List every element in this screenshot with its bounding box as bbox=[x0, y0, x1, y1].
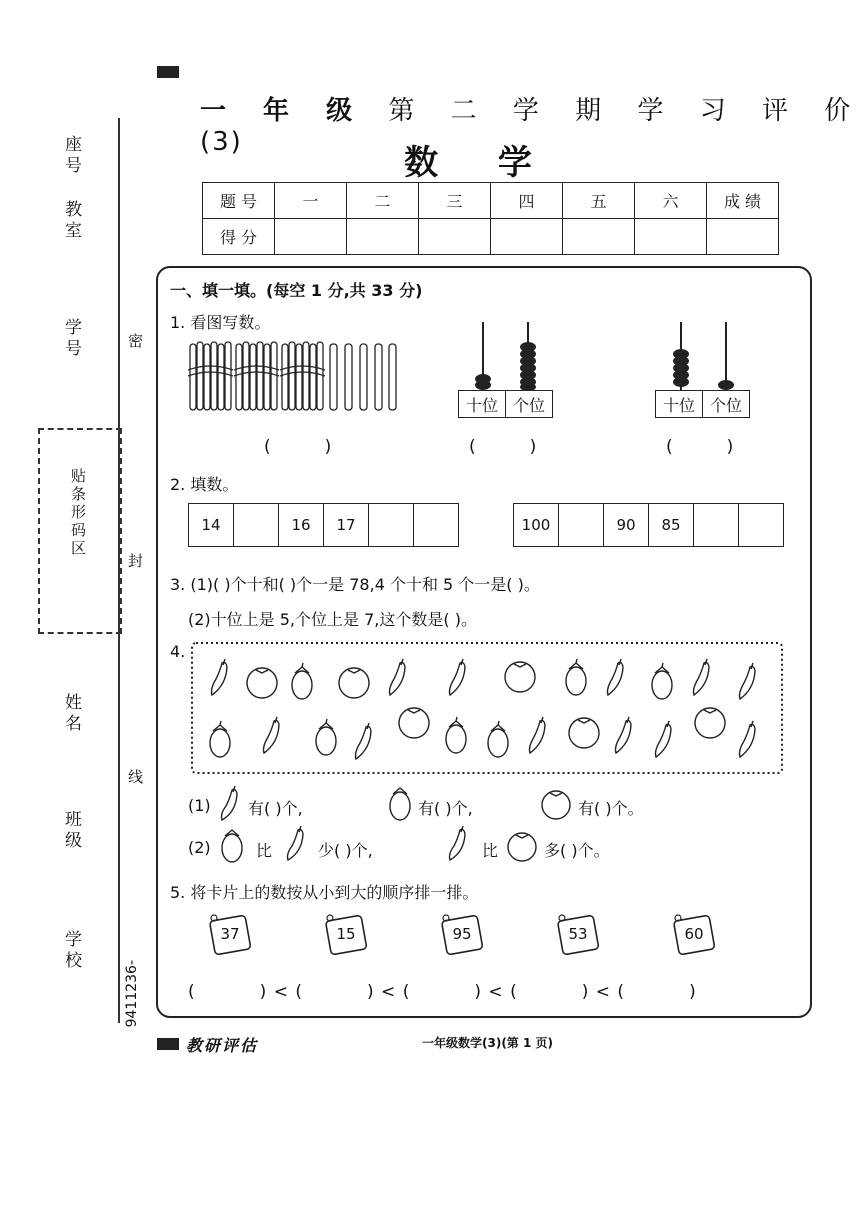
bundle-icon bbox=[188, 342, 233, 410]
tomato-icon bbox=[505, 662, 535, 692]
score-cell: 一 bbox=[275, 183, 347, 219]
number-card bbox=[440, 912, 484, 956]
seq-blank-cell[interactable] bbox=[739, 504, 783, 546]
eggplant-icon bbox=[652, 663, 672, 699]
eggplant-icon bbox=[292, 663, 312, 699]
tomato-icon bbox=[247, 668, 277, 698]
seq-blank-cell[interactable] bbox=[559, 504, 604, 546]
pepper-icon bbox=[390, 659, 406, 695]
score-cell: 二 bbox=[347, 183, 419, 219]
eggplant-icon bbox=[566, 659, 586, 695]
ones-label: 个位 bbox=[512, 395, 545, 415]
seq-blank-cell[interactable] bbox=[234, 504, 279, 546]
section-heading: 一、填一填。(每空 1 分,共 33 分) bbox=[170, 281, 423, 300]
order-answer-line[interactable]: ( ) < ( ) < ( ) < ( ) < ( ) bbox=[188, 982, 697, 1002]
question-3-2: (2)十位上是 5,个位上是 7,这个数是( )。 bbox=[188, 610, 477, 629]
number-card bbox=[556, 912, 600, 956]
seq-cell: 16 bbox=[279, 504, 324, 546]
student-id-label: 学号 bbox=[61, 318, 81, 360]
place-value-box bbox=[655, 390, 750, 418]
name-label: 姓名 bbox=[61, 693, 81, 735]
page-number: 一年级数学(3)(第 1 页) bbox=[422, 1036, 553, 1050]
seal-char: 密 bbox=[128, 332, 144, 350]
score-input-cell[interactable] bbox=[275, 219, 347, 255]
number-card bbox=[208, 912, 252, 956]
q4-2-number: (2) bbox=[188, 838, 211, 857]
eggplant-icon bbox=[210, 721, 230, 757]
q4-2-more-blank[interactable]: 多( )个。 bbox=[544, 841, 610, 860]
pepper-icon bbox=[356, 723, 372, 759]
serial-number: 9411236- bbox=[124, 960, 140, 1028]
score-cell: 三 bbox=[419, 183, 491, 219]
abacus-icon bbox=[653, 320, 753, 392]
pepper-icon bbox=[264, 717, 280, 753]
tens-label: 十位 bbox=[656, 391, 703, 417]
card-value: 95 bbox=[452, 925, 472, 943]
score-cell: 成 绩 bbox=[707, 183, 779, 219]
eggplant-icon bbox=[316, 719, 336, 755]
eggplant-icon bbox=[388, 784, 414, 822]
score-input-cell[interactable] bbox=[491, 219, 563, 255]
question-3-1: 3. (1)( )个十和( )个一是 78,4 个十和 5 个一是( )。 bbox=[170, 575, 540, 594]
pepper-icon bbox=[608, 659, 624, 695]
score-cell: 题 号 bbox=[203, 183, 275, 219]
tomato-icon bbox=[695, 708, 725, 738]
card-value: 15 bbox=[336, 925, 356, 943]
score-cell: 六 bbox=[635, 183, 707, 219]
q4-1-tomato-count[interactable]: 有( )个。 bbox=[578, 799, 644, 818]
score-table bbox=[202, 182, 779, 255]
seal-char: 封 bbox=[128, 552, 144, 570]
score-input-cell[interactable] bbox=[419, 219, 491, 255]
score-cell: 得 分 bbox=[203, 219, 275, 255]
pepper-icon bbox=[740, 721, 756, 757]
score-input-cell[interactable] bbox=[635, 219, 707, 255]
seq-cell: 85 bbox=[649, 504, 694, 546]
seal-char: 线 bbox=[128, 768, 144, 786]
corner-mark bbox=[157, 66, 179, 78]
number-card bbox=[672, 912, 716, 956]
vegetable-picture bbox=[190, 641, 784, 775]
barcode-area: 贴条形码区 bbox=[38, 428, 122, 634]
number-sequence-2 bbox=[513, 503, 784, 547]
score-cell: 四 bbox=[491, 183, 563, 219]
score-input-cell[interactable] bbox=[707, 219, 779, 255]
seq-blank-cell[interactable] bbox=[414, 504, 458, 546]
q4-2-less-blank[interactable]: 少( )个, bbox=[318, 841, 373, 860]
place-value-box bbox=[458, 390, 553, 418]
eggplant-icon bbox=[446, 717, 466, 753]
q4-2-compare-word: 比 bbox=[482, 841, 499, 860]
answer-blank[interactable]: ( ) bbox=[469, 437, 537, 457]
pepper-icon bbox=[616, 717, 632, 753]
pepper-icon bbox=[218, 786, 244, 822]
question-1: 1. 看图写数。 bbox=[170, 313, 271, 332]
pepper-icon bbox=[446, 826, 472, 864]
seq-cell: 100 bbox=[514, 504, 559, 546]
tomato-icon bbox=[399, 708, 429, 738]
number-card bbox=[324, 912, 368, 956]
number-sequence-1 bbox=[188, 503, 459, 547]
seq-cell: 14 bbox=[189, 504, 234, 546]
seq-cell: 17 bbox=[324, 504, 369, 546]
score-cell: 五 bbox=[563, 183, 635, 219]
tomato-icon bbox=[569, 718, 599, 748]
tomato-icon bbox=[540, 788, 574, 822]
footer-brand: 教研评估 bbox=[186, 1036, 259, 1055]
pepper-icon bbox=[530, 717, 546, 753]
eggplant-icon bbox=[220, 826, 246, 864]
question-2: 2. 填数。 bbox=[170, 475, 239, 494]
tens-label: 十位 bbox=[459, 391, 506, 417]
score-input-cell[interactable] bbox=[347, 219, 419, 255]
class-label: 班级 bbox=[61, 810, 81, 852]
ones-label: 个位 bbox=[709, 395, 742, 415]
abacus-icon bbox=[455, 320, 555, 392]
score-table-header-row bbox=[203, 183, 779, 219]
pepper-icon bbox=[450, 659, 466, 695]
pepper-icon bbox=[694, 659, 710, 695]
pepper-icon bbox=[656, 721, 672, 757]
q4-1-eggplant-count[interactable]: 有( )个, bbox=[418, 799, 473, 818]
seat-number-label: 座号 bbox=[61, 135, 81, 177]
question-5: 5. 将卡片上的数按从小到大的顺序排一排。 bbox=[170, 883, 479, 902]
pepper-icon bbox=[284, 826, 310, 864]
subject-title: 数 学 bbox=[404, 143, 556, 183]
seq-blank-cell[interactable] bbox=[694, 504, 739, 546]
answer-blank[interactable]: ( ) bbox=[666, 437, 734, 457]
score-table-score-row bbox=[203, 219, 779, 255]
stick-bundles-icon bbox=[188, 338, 398, 416]
q4-2-compare-word: 比 bbox=[256, 841, 273, 860]
card-value: 53 bbox=[568, 925, 588, 943]
tomato-icon bbox=[506, 830, 540, 864]
tomato-icon bbox=[339, 668, 369, 698]
card-value: 37 bbox=[220, 925, 240, 943]
eggplant-icon bbox=[488, 721, 508, 757]
score-input-cell[interactable] bbox=[563, 219, 635, 255]
card-value: 60 bbox=[684, 925, 704, 943]
answer-blank[interactable]: ( ) bbox=[264, 437, 332, 457]
seq-cell: 90 bbox=[604, 504, 649, 546]
q4-1-pepper-count[interactable]: 有( )个, bbox=[248, 799, 303, 818]
footer-mark bbox=[157, 1038, 179, 1050]
seq-blank-cell[interactable] bbox=[369, 504, 414, 546]
pepper-icon bbox=[740, 663, 756, 699]
pepper-icon bbox=[212, 659, 228, 695]
q4-1-number: (1) bbox=[188, 796, 211, 815]
school-label: 学校 bbox=[61, 930, 81, 972]
page-title: 一 年 级 第 二 学 期 学 习 评 价 (3) bbox=[200, 96, 865, 157]
question-4: 4. bbox=[170, 642, 186, 661]
classroom-label: 教室 bbox=[61, 200, 81, 242]
